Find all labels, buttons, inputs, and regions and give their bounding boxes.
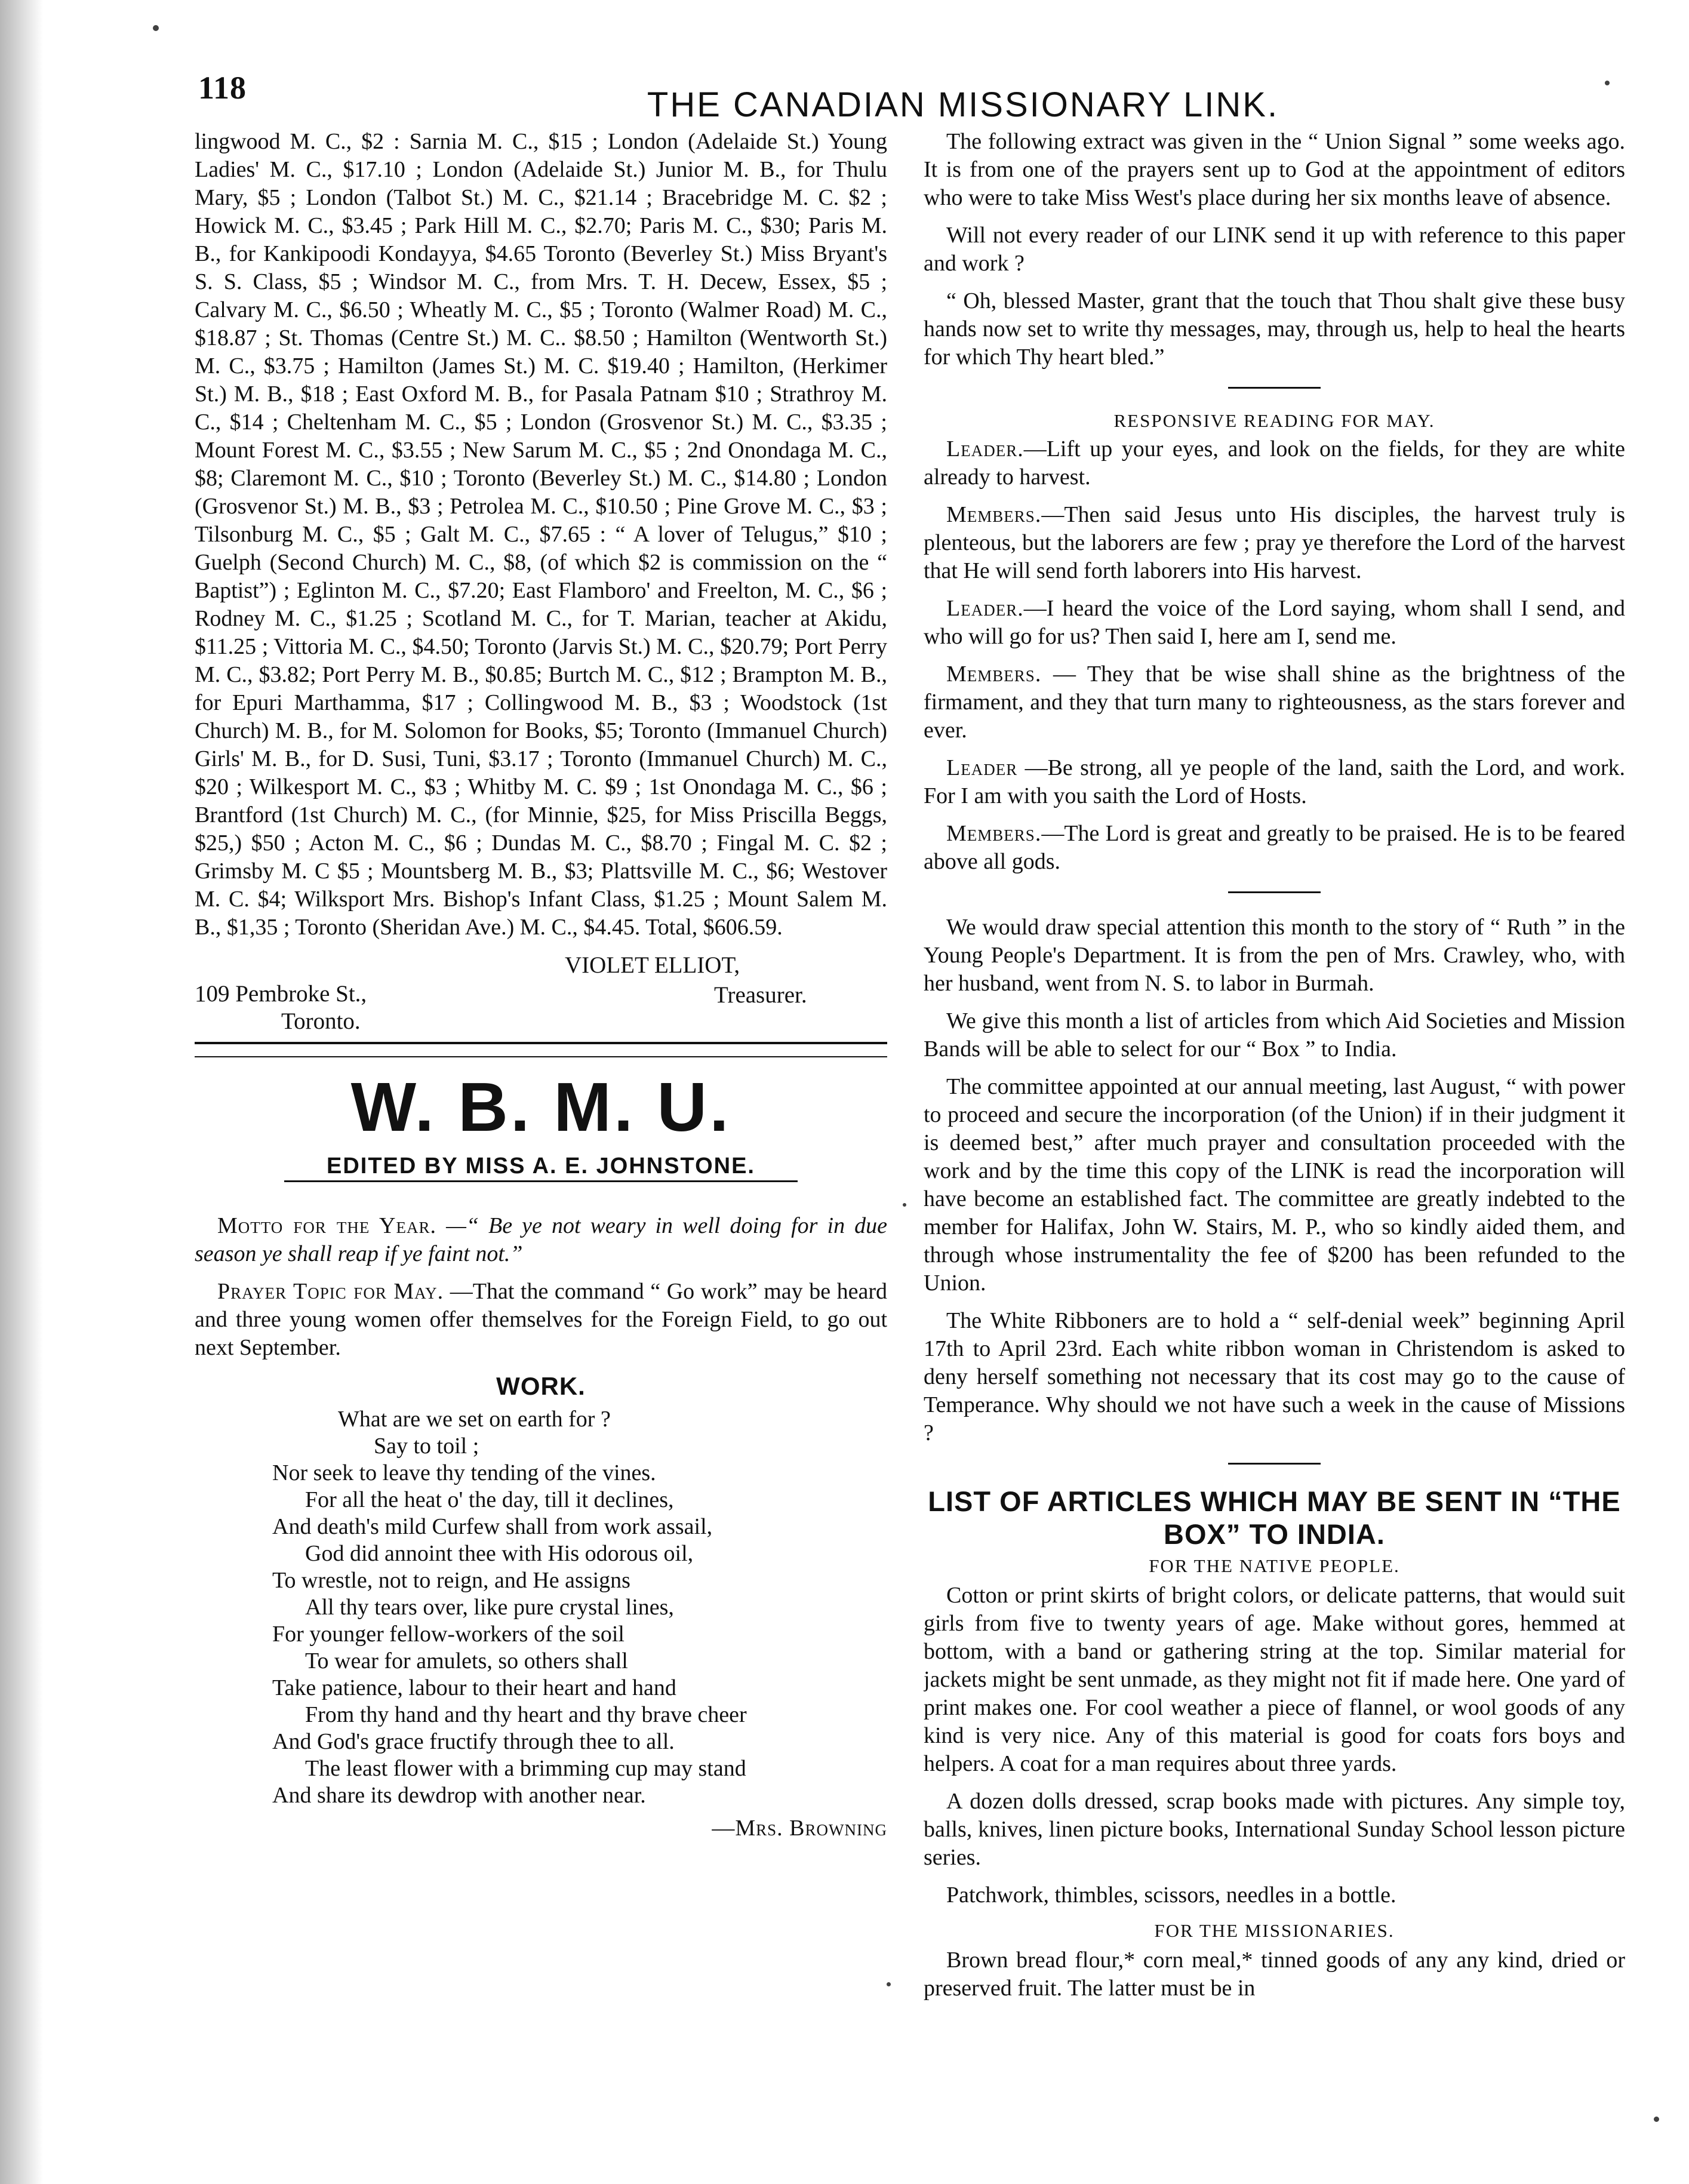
prayer-topic-text: —That the command “ Go work” may be heard and three young women offer themselves for the Foreign Field, to go out next September. [195,1279,887,1360]
poem-line: Say to toil ; [374,1434,479,1459]
short-rule [1228,387,1321,389]
poem-line: To wrestle, not to reign, and He assigns [272,1568,630,1593]
native-people-heading: FOR THE NATIVE PEOPLE. [1149,1555,1400,1576]
reading-text: —Lift up your eyes, and look on the fields, for they are white already to harvest. [924,436,1625,490]
native-articles-paragraph: Cotton or print skirts of bright colors, or delicate patterns, that would suit girls from five to twenty years of age. Make without gores, hemmed at bottom, with a band or gathering string at the top. Similar material for jackets might be sent unmade, as they might not fit if made here. One yard of print makes one. For cool weather a piece of flannel, or wool goods of any kind is very nice. Any of this material is good for coats fors boys and helpers. A coat for a man requires about three yards. [924,1583,1625,1776]
poem-title: WORK. [496,1372,586,1400]
responsive-reading-line [924,660,1625,745]
treasurer-signature-block [195,951,887,1035]
treasurer-receipts-paragraph: lingwood M. C., $2 : Sarnia M. C., $15 ; London (Adelaide St.) Young Ladies' M. C., $17.10 ; London (Adelaide St.) Junior M. B., for Thulu Mary, $5 ; London (Talbot St.) M. C., $21.14 ; Bracebridge M. C. $2 ; Howick M. C., $3.45 ; Park Hill M. C., $2.70; Paris M. C., $30; Paris M. B., for Kankipoodi Kondayya, $4.65 Toronto (Beverley St.) Miss Bryant's S. S. Class, $5 ; Windsor M. C., from Mrs. T. H. Decew, Essex, $5 ; Calvary M. C., $6.50 ; Wheatly M. C., $5 ; Toronto (Walmer Road) M. C., $18.87 ; St. Thomas (Centre St.) M. C.. $8.50 ; Hamilton (Wentworth St.) M. C., $3.75 ; Hamilton (James St.) M. C. $19.40 ; Hamilton, (Herkimer St.) M. B., $18 ; East Oxford M. B., for Pasala Patnam $10 ; Strathroy M. C., $14 ; Cheltenham M. C., $5 ; London (Grosvenor St.) M. C., $3.35 ; Mount Forest M. C., $3.55 ; New Sarum M. C., $5 ; 2nd Onondaga M. C., $8; Claremont M. C., $10 ; Toronto (Beverley St.) M. C., $14.80 ; London (Grosvenor St.) M. B., $3 ; Petrolea M. C., $10.50 ; Pine Grove M. C., $3 ; Tilsonburg M. C., $5 ; Galt M. C., $7.65 : “ A lover of Telugus,” $10 ; Guelph (Second Church) M. C., $8, (of which $2 is commission on the “ Baptist”) ; Eglinton M. C., $7.20; East Flamboro' and Freelton, M. C., $6 ; Rodney M. C., $1.25 ; Scotland M. C., for T. Marian, teacher at Akidu, $11.25 ; Vittoria M. C., $4.50; Toronto (Jarvis St.) M. C., $20.79; Port Perry M. C., $3.82; Port Perry M. B., $0.85; Burtch M. C., $12 ; Brampton M. B., for Epuri Marthamma, $17 ; Collingwood M. B., $3 ; Woodstock (1st Church) M. B., for M. Solomon for Books, $5; Toronto (Immanuel Church) Girls' M. B., for D. Susi, Tuni, $3.17 ; Toronto (Immanuel Church) M. C., $20 ; Wilkesport M. C., $3 ; Whitby M. C. $9 ; 1st Onondaga M. C., $6 ; Brantford (1st Church) M. C., (for Minnie, $25, for Miss Priscilla Beggs, $25,) $50 ; Acton M. C., $6 ; Dundas M. C., $8.70 ; Fingal M. C. $2 ; Grimsby M. C $5 ; Mountsberg M. B., $3; Plattsville M. C., $6; Westover M. C. $4; Wilksport Mrs. Bishop's Infant Class, $1.25 ; Mount Salem M. B., $1,35 ; Toronto (Sheridan Ave.) M. C., $4.45. Total, $606.59. [195,129,887,940]
poem-line: To wear for amulets, so others shall [305,1648,628,1674]
scan-speck [887,1982,891,1986]
section-divider [195,1042,887,1057]
link-request-paragraph: Will not every reader of our LINK send it up with reference to this paper and work ? [924,223,1625,276]
poem-line: God did annoint thee with His odorous oil, [305,1541,694,1566]
treasurer-name: VIOLET ELLIOT, [565,952,740,978]
responsive-reading-line [924,754,1625,810]
reading-text: —The Lord is great and greatly to be praised. He is to be feared above all gods. [924,821,1625,874]
reading-speaker: Leader. [946,596,1024,621]
motto-paragraph [195,1212,887,1268]
short-rule [1228,891,1321,893]
scan-speck [903,1203,906,1207]
poem-line: And share its dewdrop with another near. [272,1783,646,1808]
incorporation-paragraph: The committee appointed at our annual meeting, last August, “ with power to proceed and secure the incorporation (of the Union) if in their judgment it is deemed best,” after much prayer and consultation proceeded with the work and by the time this copy of the LINK is read the incorporation will have become an established fact. The committee are greatly indebted to the member for Halifax, John W. Stairs, M. P., who so kindly aided them, and through whose instrumentality the fee of $200 has been refunded to the Union. [924,1074,1625,1296]
poem-line: For all the heat o' the day, till it declines, [305,1487,674,1512]
poem-line: Take patience, labour to their heart and hand [272,1675,676,1700]
treasurer-title: Treasurer. [714,982,807,1008]
self-denial-week-paragraph: The White Ribboners are to hold a “ self-denial week” beginning April 17th to April 23rd. Each white ribbon woman in Christendom is asked to deny herself something not necessary that its cost may go to the cause of Temperance. Why should we not have such a week in the cause of Missions ? [924,1308,1625,1445]
scan-speck [1605,81,1610,85]
treasurer-address-street: 109 Pembroke St., [195,981,367,1007]
poem-line: All thy tears over, like pure crystal lines, [305,1595,674,1620]
wbmu-section-title: W. B. M. U. [350,1068,731,1146]
ruth-story-paragraph: We would draw special attention this month to the story of “ Ruth ” in the Young People's Department. It is from the pen of Mrs. Crawley, who, with her husband, went from N. S. to labor in Burmah. [924,915,1625,996]
box-list-paragraph: We give this month a list of articles from which Aid Societies and Mission Bands will be able to select for our “ Box ” to India. [924,1008,1625,1062]
short-rule [1228,1463,1321,1465]
poem-line: The least flower with a brimming cup may stand [305,1756,746,1781]
poem-line: Nor seek to leave thy tending of the vines. [272,1460,656,1485]
responsive-reading-line [924,435,1625,491]
reading-speaker: Leader [946,755,1018,780]
work-poem [272,1406,887,1842]
reading-speaker: Members. [946,662,1042,687]
right-column [924,128,1625,2012]
section-editor-line: EDITED BY MISS A. E. JOHNSTONE. [284,1152,798,1182]
page-number: 118 [198,70,247,106]
missionaries-articles-paragraph: Brown bread flour,* corn meal,* tinned goods of any any kind, dried or preserved fruit. The latter must be in [924,1948,1625,2001]
toys-articles-paragraph: A dozen dolls dressed, scrap books made with pictures. Any simple toy, balls, knives, linen picture books, International Sunday School lesson picture series. [924,1789,1625,1870]
scan-speck [1654,2117,1659,2122]
articles-list-heading: LIST OF ARTICLES WHICH MAY BE SENT IN “THE BOX” TO INDIA. [928,1485,1621,1550]
poem-attribution: —Mrs. Browning [712,1816,887,1841]
running-title: THE CANADIAN MISSIONARY LINK. [647,85,1279,124]
union-signal-paragraph: The following extract was given in the “ Union Signal ” some weeks ago. It is from one of the prayers sent up to God at the appointment of editors who were to take Miss West's place during her six months leave of absence. [924,129,1625,210]
reading-speaker: Members. [946,502,1042,527]
scan-speck [153,25,159,31]
reading-speaker: Leader. [946,436,1024,462]
poem-line: For younger fellow-workers of the soil [272,1622,624,1647]
prayer-topic-paragraph [195,1278,887,1362]
reading-speaker: Members. [946,821,1042,846]
reading-text: —Be strong, all ye people of the land, saith the Lord, and work. For I am with you saith the Lord of Hosts. [924,755,1625,808]
poem-line: What are we set on earth for ? [338,1407,611,1432]
responsive-reading-line [924,501,1625,585]
motto-label: Motto for the Year. [217,1213,436,1238]
reading-text: — They that be wise shall shine as the brightness of the firmament, and they that turn many to righteousness, as the stars forever and ever. [924,662,1625,743]
missionaries-heading: FOR THE MISSIONARIES. [1154,1920,1395,1941]
poem-line: From thy hand and thy heart and thy brave cheer [305,1702,747,1727]
responsive-reading-line [924,820,1625,876]
reading-text: —Then said Jesus unto His disciples, the harvest truly is plenteous, but the laborers are few ; pray ye therefore the Lord of the harvest that He will send forth laborers into His harvest. [924,502,1625,583]
treasurer-address-city: Toronto. [281,1008,361,1034]
sewing-articles-paragraph: Patchwork, thimbles, scissors, needles in a bottle. [946,1882,1396,1908]
poem-line: And God's grace fructify through thee to all. [272,1729,675,1754]
prayer-quote-paragraph: “ Oh, blessed Master, grant that the touch that Thou shalt give these busy hands now set to write thy messages, may, through us, help to heal the hearts for which Thy heart bled.” [924,288,1625,370]
responsive-reading-line [924,595,1625,651]
scan-edge-shadow [0,0,43,2184]
prayer-topic-label: Prayer Topic for May. [217,1279,444,1304]
responsive-reading-heading: RESPONSIVE READING FOR MAY. [1113,410,1435,431]
reading-text: —I heard the voice of the Lord saying, whom shall I send, and who will go for us? Then said I, here am I, send me. [924,596,1625,649]
motto-text: —“ Be ye not weary in well doing for in due season ye shall reap if ye faint not.” [195,1213,887,1266]
left-column [195,128,887,1842]
poem-line: And death's mild Curfew shall from work assail, [272,1514,713,1539]
